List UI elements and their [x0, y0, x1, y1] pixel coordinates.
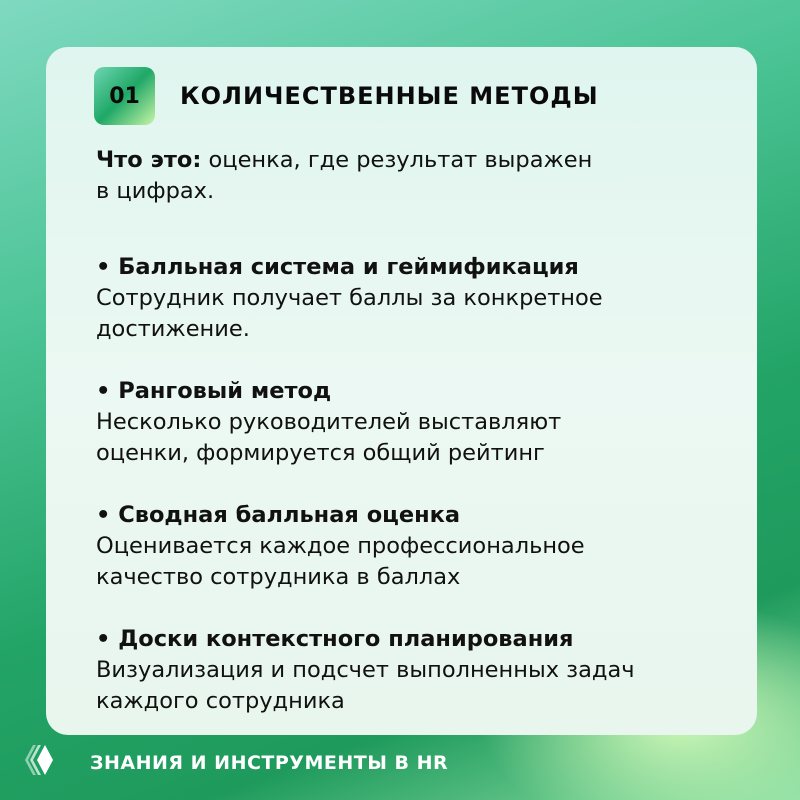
list-item	[96, 624, 746, 717]
intro-label: Что это:	[96, 147, 202, 173]
item-title: • Доски контекстного планирования	[96, 626, 574, 652]
item-title: • Балльная система и геймификация	[96, 254, 579, 280]
intro	[96, 145, 746, 207]
intro-text: оценка, где результат выражен	[201, 147, 593, 173]
item-title: • Сводная балльная оценка	[96, 502, 461, 528]
intro-text-2: в цифрах.	[96, 178, 215, 204]
item-text: Несколько руководителей выставляют	[96, 409, 562, 435]
list-item	[96, 252, 746, 345]
item-title: • Ранговый метод	[96, 378, 332, 404]
list-item	[96, 376, 746, 469]
brand-logo-icon	[24, 743, 58, 777]
item-text: оценки, формируется общий рейтинг	[96, 440, 545, 466]
footer-brand: ЗНАНИЯ И ИНСТРУМЕНТЫ В HR	[90, 752, 449, 774]
item-text: Визуализация и подсчет выполненных задач	[96, 657, 635, 683]
item-text: достижение.	[96, 316, 250, 342]
item-text: качество сотрудника в баллах	[96, 564, 461, 590]
item-text: каждого сотрудника	[96, 688, 345, 714]
section-title: КОЛИЧЕСТВЕННЫЕ МЕТОДЫ	[180, 82, 599, 110]
item-text: Оценивается каждое профессиональное	[96, 533, 585, 559]
section-number-badge: 01	[94, 67, 155, 125]
item-text: Сотрудник получает баллы за конкретное	[96, 285, 603, 311]
list-item	[96, 500, 746, 593]
